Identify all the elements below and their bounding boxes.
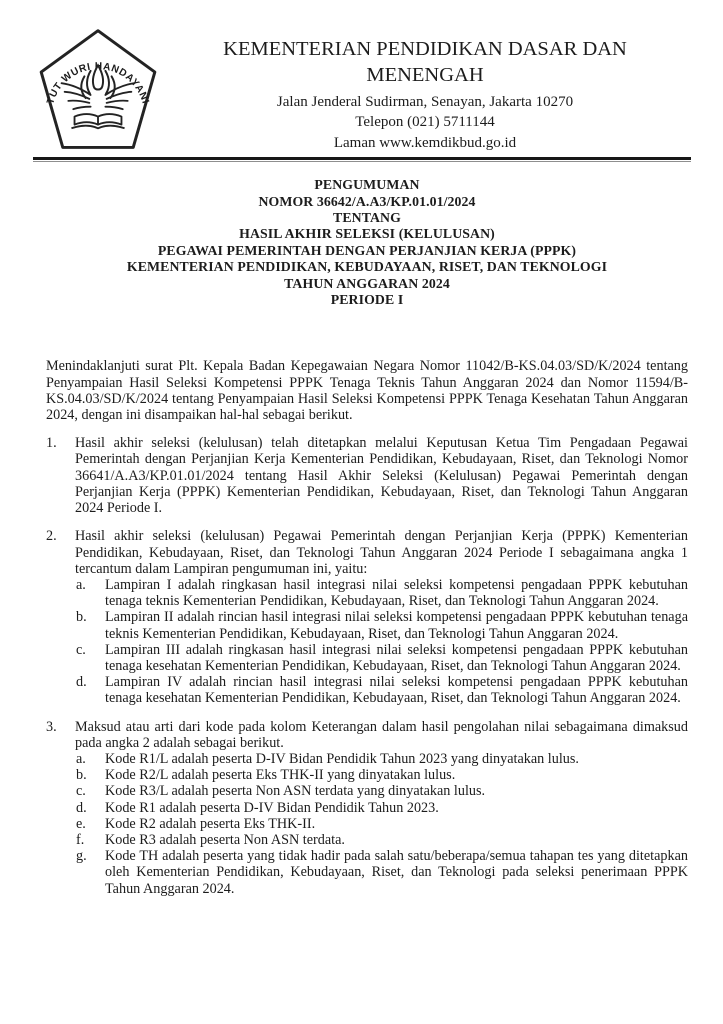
item-text: Hasil akhir seleksi (kelulusan) Pegawai Pemerintah dengan Perjanjian Kerja (PPPK) Kementerian Pendidikan, Kebudayaan, Riset, dan Teknologi Tahun Anggaran 2024 Periode I sebagaimana angka 1 tercantum dalam Lampiran pengumuman ini, yaitu: <box>75 528 688 577</box>
ministry-name: KEMENTERIAN PENDIDIKAN DASAR DAN MENENGAH <box>223 38 627 86</box>
letterhead-divider-thick <box>33 157 691 160</box>
sub-item-text: Kode R3/L adalah peserta Non ASN terdata yang dinyatakan lulus. <box>105 783 486 800</box>
title-line: TAHUN ANGGARAN 2024 <box>284 275 450 291</box>
item-number: 3. <box>46 718 57 735</box>
letterhead-text <box>160 27 690 153</box>
sub-item <box>75 642 688 674</box>
sub-item-letter: g. <box>76 848 87 865</box>
sub-item-letter: c. <box>76 783 86 800</box>
sub-item <box>75 800 688 816</box>
sub-item-letter: a. <box>76 576 86 593</box>
address-line: Jalan Jenderal Sudirman, Senayan, Jakarta 10270 <box>276 94 574 110</box>
sub-item-text: Kode TH adalah peserta yang tidak hadir pada salah satu/beberapa/semua tahapan tes yang ditetapkan oleh Kementerian Pendidikan, Kebudayaan, Riset, dan Teknologi pada seleksi penerimaan PPPK Tahun Anggaran 2024. <box>105 848 688 897</box>
sub-item <box>75 609 688 641</box>
ministry-logo <box>36 27 160 153</box>
sub-item <box>75 832 688 848</box>
item-text: Maksud atau arti dari kode pada kolom Keterangan dalam hasil pengolahan nilai sebagaimana dimaksud pada angka 2 adalah sebagai berikut. <box>75 718 688 751</box>
sub-item-letter: e. <box>76 815 86 832</box>
sub-item <box>75 783 688 799</box>
item-body <box>75 435 688 516</box>
sub-item-text: Lampiran II adalah rincian hasil integrasi nilai seleksi kompetensi pengadaan PPPK kebutuhan tenaga teknis Kementerian Pendidikan, Kebudayaan, Riset, dan Teknologi Tahun Anggaran 2024. <box>105 609 688 642</box>
sub-item-text: Kode R1/L adalah peserta D-IV Bidan Pendidik Tahun 2023 yang dinyatakan lulus. <box>105 750 579 767</box>
sub-item-letter: f. <box>76 831 85 848</box>
sub-item <box>75 577 688 609</box>
intro-paragraph: Menindaklanjuti surat Plt. Kepala Badan Kepegawaian Negara Nomor 11042/B-KS.04.03/SD/K/2024 tentang Penyampaian Hasil Seleksi Kompetensi PPPK Tenaga Teknis Tahun Anggaran 2024 dan Nomor 11594/B-KS.04.03/SD/K/2024 tentang Penyampaian Hasil Seleksi Kompetensi PPPK Tenaga Kesehatan Tahun Anggaran 2024, dengan ini disampaikan hal-hal sebagai berikut. <box>46 358 688 424</box>
letterhead <box>0 0 723 153</box>
sub-item <box>75 816 688 832</box>
sub-item-text: Kode R2/L adalah peserta Eks THK-II yang dinyatakan lulus. <box>105 767 456 784</box>
sub-item-text: Kode R2 adalah peserta Eks THK-II. <box>105 815 316 832</box>
sub-item <box>75 751 688 767</box>
sub-item-letter: b. <box>76 767 87 784</box>
sub-item <box>75 848 688 897</box>
wings <box>62 83 135 109</box>
phone-line: Telepon (021) 5711144 <box>355 114 495 131</box>
book-icon <box>71 114 124 128</box>
title-line: KEMENTERIAN PENDIDIKAN, KEBUDAYAAN, RISET, DAN TEKNOLOGI <box>126 259 608 275</box>
list-item <box>46 435 688 516</box>
sub-item-text: Kode R1 adalah peserta D-IV Bidan Pendidik Tahun 2023. <box>105 799 439 816</box>
list-item <box>46 719 688 897</box>
item-body <box>75 528 688 706</box>
sub-item-text: Kode R3 adalah peserta Non ASN terdata. <box>105 831 345 848</box>
title-line: PENGUMUMAN <box>314 177 420 193</box>
sub-item-letter: a. <box>76 750 86 767</box>
item-number: 2. <box>46 528 57 545</box>
list-item <box>46 528 688 706</box>
title-line: TENTANG <box>333 210 401 226</box>
title-line: NOMOR 36642/A.A3/KP.01.01/2024 <box>258 193 476 209</box>
sub-item-text: Lampiran I adalah ringkasan hasil integrasi nilai seleksi kompetensi pengadaan PPPK kebutuhan tenaga teknis Kementerian Pendidikan, Kebudayaan, Riset, dan Teknologi Tahun Anggaran 2024. <box>105 576 688 610</box>
logo-arc-text: TUT WURI HANDAYANI <box>45 61 151 106</box>
item-number: 1. <box>46 435 57 452</box>
document-body <box>0 162 723 897</box>
sub-item-letter: d. <box>76 799 87 816</box>
website-line: Laman www.kemdikbud.go.id <box>333 134 517 151</box>
sub-item-text: Lampiran IV adalah rincian hasil integrasi nilai seleksi kompetensi pengadaan PPPK kebutuhan tenaga kesehatan Kementerian Pendidikan, Kebudayaan, Riset, dan Teknologi Tahun Anggaran 2024. <box>105 674 688 707</box>
title-line: PEGAWAI PEMERINTAH DENGAN PERJANJIAN KERJA (PPPK) <box>157 242 577 258</box>
announcement-list <box>46 435 688 896</box>
item-body <box>75 719 688 897</box>
sub-item-letter: b. <box>76 609 87 626</box>
sub-item-text: Lampiran III adalah ringkasan hasil integrasi nilai seleksi kompetensi pengadaan PPPK kebutuhan tenaga kesehatan Kementerian Pendidikan, Kebudayaan, Riset, dan Teknologi Tahun Anggaran 2024. <box>105 641 688 674</box>
tut-wuri-handayani-logo-icon <box>36 27 160 153</box>
sub-item-letter: c. <box>76 641 86 658</box>
sub-item <box>75 767 688 783</box>
sub-item-letter: d. <box>76 674 87 691</box>
document-title <box>46 177 688 308</box>
item-text: Hasil akhir seleksi (kelulusan) telah ditetapkan melalui Keputusan Ketua Tim Pengadaan Pegawai Pemerintah dengan Perjanjian Kerja Kementerian Pendidikan, Kebudayaan, Riset, dan Teknologi Nomor 36641/A.A3/KP.01.01/2024 tentang Hasil Akhir Seleksi (Kelulusan) Pegawai Pemerintah dengan Perjanjian Kerja (PPPK) Kementerian Pendidikan, Kebudayaan, Riset, dan Teknologi Tahun Anggaran 2024 Periode I. <box>75 435 688 517</box>
sub-item <box>75 674 688 706</box>
title-line: HASIL AKHIR SELEKSI (KELULUSAN) <box>239 226 495 242</box>
title-line: PERIODE I <box>330 292 404 308</box>
